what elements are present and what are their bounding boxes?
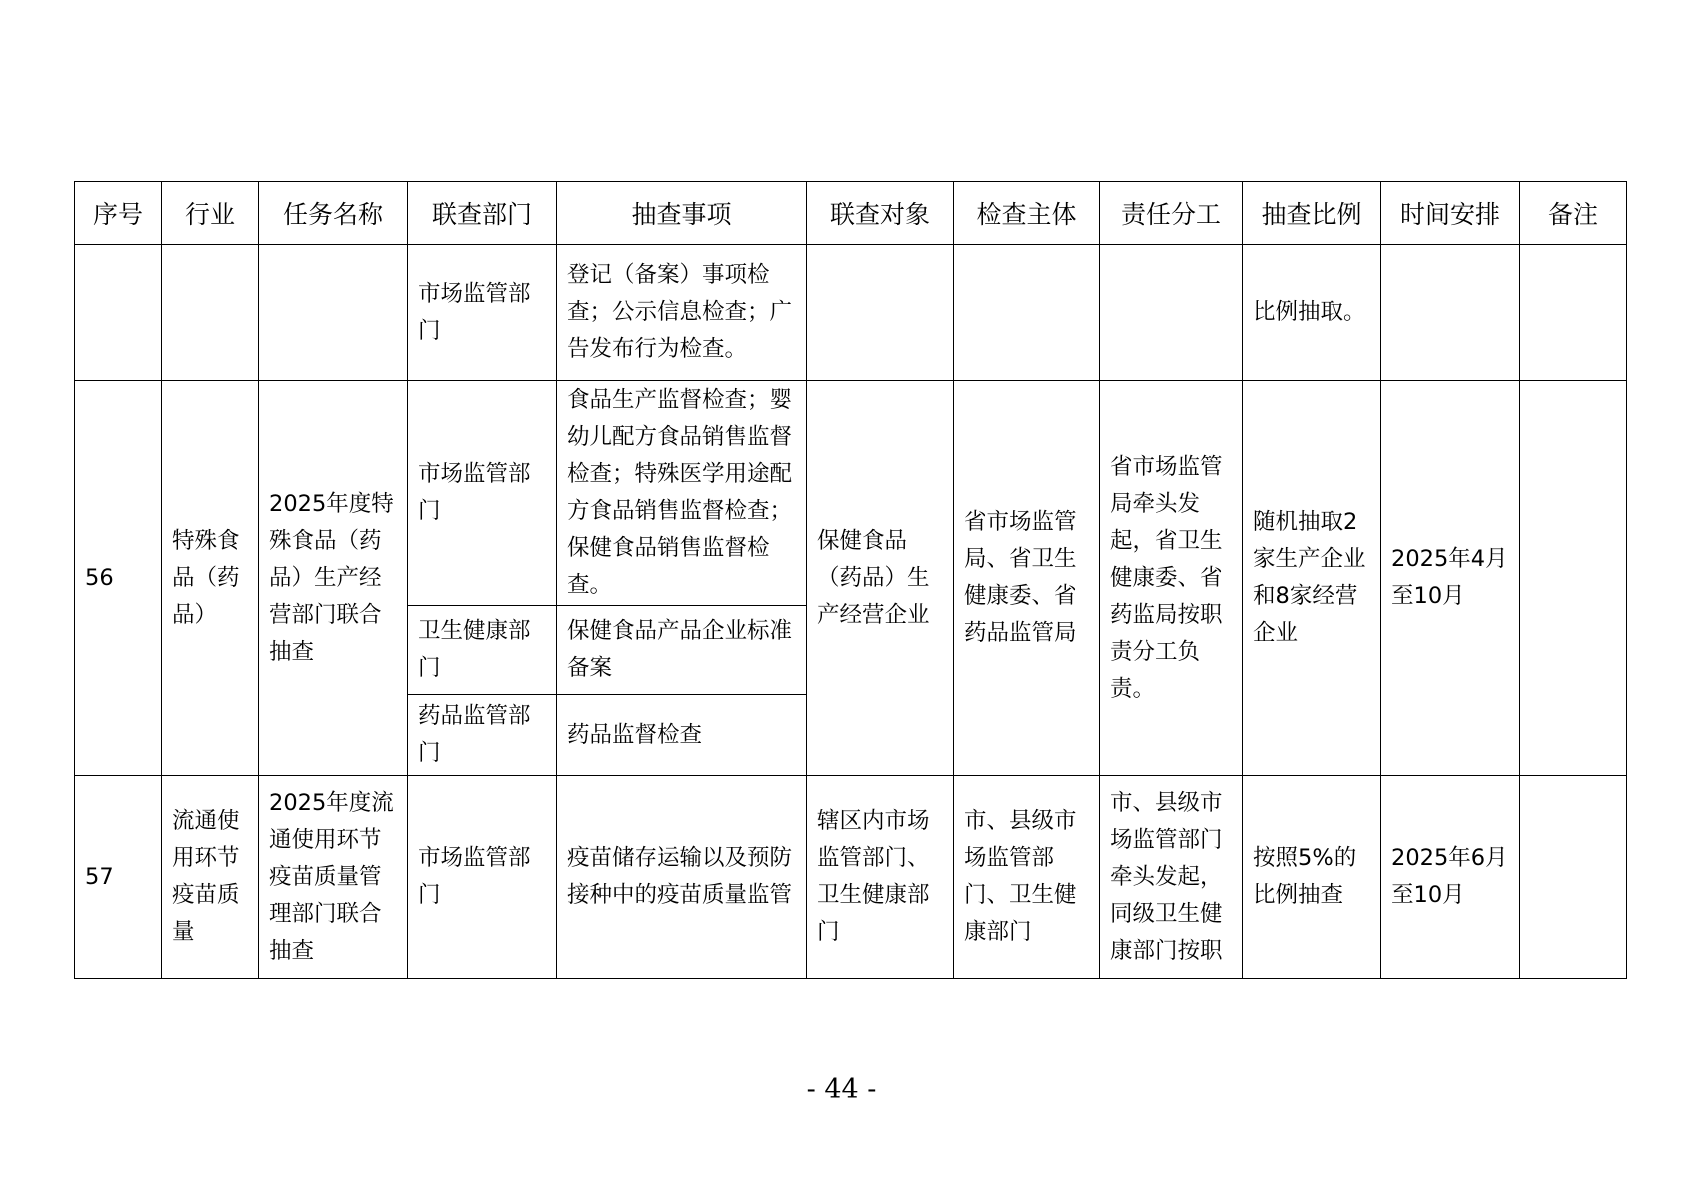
cell-ratio: 按照5%的比例抽查 xyxy=(1243,776,1381,979)
inspection-plan-table xyxy=(74,181,1627,979)
cell-ratio: 随机抽取2家生产企业和8家经营企业 xyxy=(1243,381,1381,776)
cell-items: 保健食品产品企业标准备案 xyxy=(557,606,807,695)
cell-duty: 市、县级市场监管部门牵头发起，同级卫生健康部门按职 xyxy=(1100,776,1243,979)
cell-task: 2025年度特殊食品（药品）生产经营部门联合抽查 xyxy=(259,381,408,776)
cell-subject: 省市场监管局、省卫生健康委、省药品监管局 xyxy=(954,381,1100,776)
header-subject: 检查主体 xyxy=(954,182,1100,245)
header-items: 抽查事项 xyxy=(557,182,807,245)
cell-duty xyxy=(1100,245,1243,381)
cell-target: 辖区内市场监管部门、卫生健康部门 xyxy=(807,776,954,979)
cell-note xyxy=(1520,776,1627,979)
cell-industry: 特殊食品（药品） xyxy=(162,381,259,776)
cell-items: 食品生产监督检查；婴幼儿配方食品销售监督检查；特殊医学用途配方食品销售监督检查；保健食品销售监督检查。 xyxy=(557,381,807,606)
cell-items: 疫苗储存运输以及预防接种中的疫苗质量监管 xyxy=(557,776,807,979)
header-target: 联查对象 xyxy=(807,182,954,245)
header-duty: 责任分工 xyxy=(1100,182,1243,245)
table-row-57 xyxy=(75,776,1627,979)
cell-items: 药品监督检查 xyxy=(557,695,807,776)
table-row-continuation xyxy=(75,245,1627,381)
cell-dept: 市场监管部门 xyxy=(408,776,557,979)
header-note: 备注 xyxy=(1520,182,1627,245)
cell-note xyxy=(1520,381,1627,776)
cell-industry xyxy=(162,245,259,381)
cell-duty: 省市场监管局牵头发起，省卫生健康委、省药监局按职责分工负责。 xyxy=(1100,381,1243,776)
cell-note xyxy=(1520,245,1627,381)
cell-dept: 卫生健康部门 xyxy=(408,606,557,695)
header-dept: 联查部门 xyxy=(408,182,557,245)
cell-seq: 56 xyxy=(75,381,162,776)
cell-ratio: 比例抽取。 xyxy=(1243,245,1381,381)
header-industry: 行业 xyxy=(162,182,259,245)
header-time: 时间安排 xyxy=(1381,182,1520,245)
cell-subject xyxy=(954,245,1100,381)
header-seq: 序号 xyxy=(75,182,162,245)
cell-subject: 市、县级市场监管部门、卫生健康部门 xyxy=(954,776,1100,979)
cell-dept: 市场监管部门 xyxy=(408,245,557,381)
cell-time xyxy=(1381,245,1520,381)
cell-dept: 市场监管部门 xyxy=(408,381,557,606)
cell-task: 2025年度流通使用环节疫苗质量管理部门联合抽查 xyxy=(259,776,408,979)
cell-industry: 流通使用环节疫苗质量 xyxy=(162,776,259,979)
cell-task xyxy=(259,245,408,381)
cell-target: 保健食品（药品）生产经营企业 xyxy=(807,381,954,776)
cell-seq xyxy=(75,245,162,381)
cell-time: 2025年4月至10月 xyxy=(1381,381,1520,776)
cell-time: 2025年6月至10月 xyxy=(1381,776,1520,979)
cell-items: 登记（备案）事项检查；公示信息检查；广告发布行为检查。 xyxy=(557,245,807,381)
cell-target xyxy=(807,245,954,381)
cell-dept: 药品监管部门 xyxy=(408,695,557,776)
header-ratio: 抽查比例 xyxy=(1243,182,1381,245)
page-number: - 44 - xyxy=(806,1074,877,1105)
table-row-56 xyxy=(75,381,1627,606)
header-task: 任务名称 xyxy=(259,182,408,245)
header-row xyxy=(75,182,1627,245)
cell-seq: 57 xyxy=(75,776,162,979)
